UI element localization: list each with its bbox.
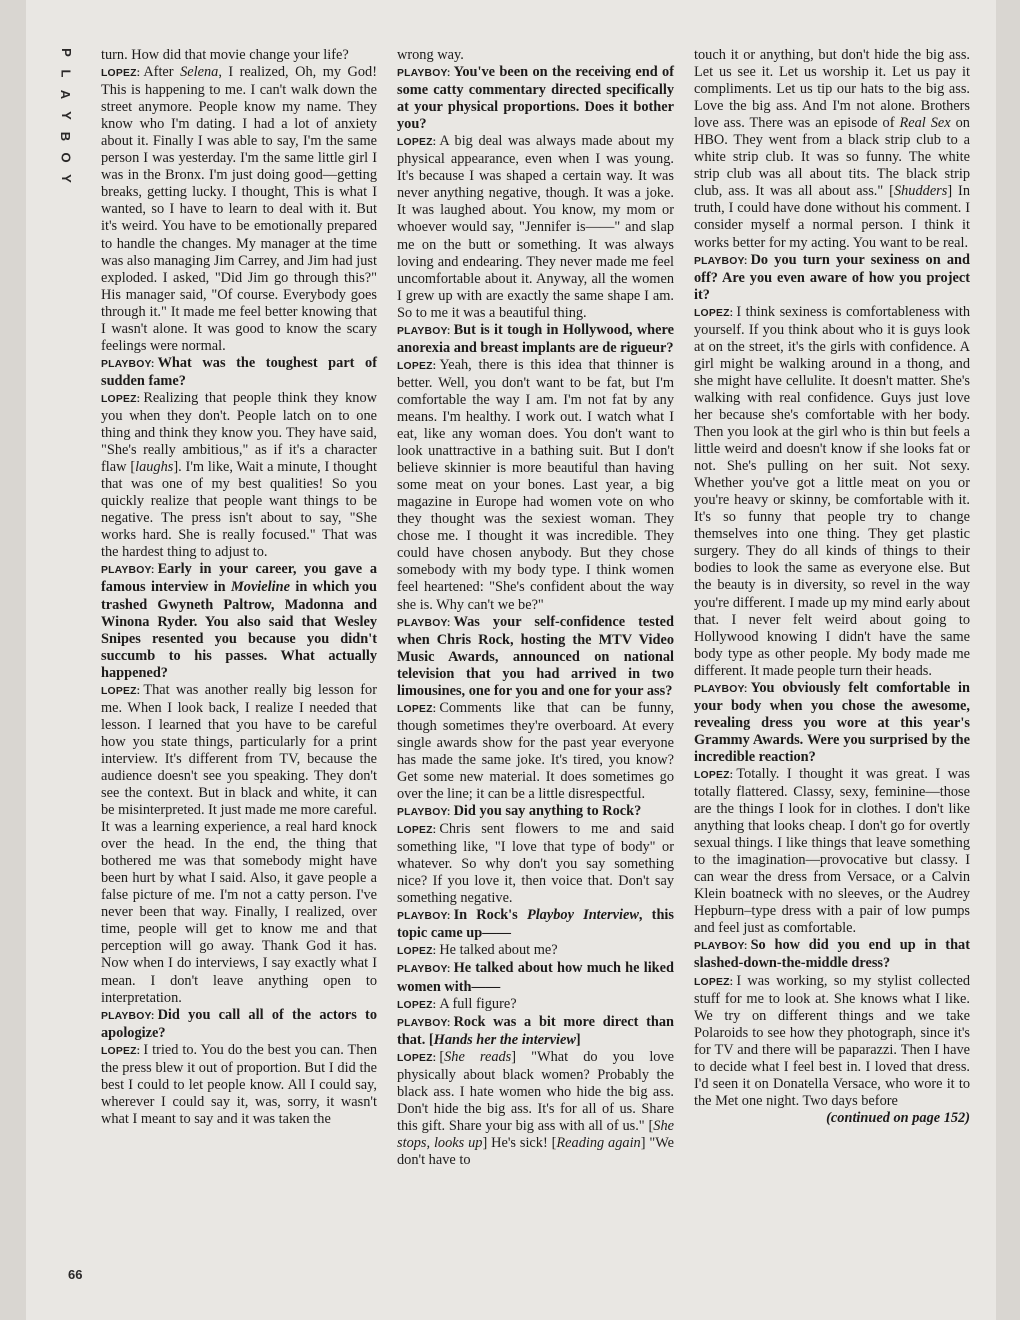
paragraph-text: He talked about me? <box>439 942 558 959</box>
interview-question <box>397 1014 674 1049</box>
interview-paragraph <box>694 973 970 1110</box>
speaker-label: LOPEZ: <box>397 360 437 372</box>
interview-question <box>694 680 970 766</box>
speaker-label: PLAYBOY: <box>397 1017 451 1029</box>
paragraph-text: wrong way. <box>397 47 464 63</box>
paragraph-text: A big deal was always made about my physical appearance, even when I was young. It's because I was shaped a certain way. It was never anything negative, though. It was a joke. It was laughed about. You know, my mom or whoever would say, "Jennifer is——" and slap me on the butt or something. It was always loving and endearing. They never made me feel uncomfortable about it. Anyway, all the women I grew up with are exactly the same shape I am. So to me it was a beautiful thing. <box>397 133 674 321</box>
paragraph-text: Early in your career, you gave a famous interview in Movieline in which you trashed Gwyneth Paltrow, Madonna and Winona Ryder. You also said that Wesley Snipes resented you because you didn't succumb to his passes. What actually happened? <box>101 561 377 681</box>
interview-paragraph <box>397 996 674 1014</box>
interview-question <box>101 1007 377 1042</box>
magazine-name-letter: L <box>58 69 74 78</box>
speaker-label: PLAYBOY: <box>694 683 748 695</box>
magazine-name-letter: P <box>58 48 74 57</box>
paragraph-text: So how did you end up in that slashed-down-the-middle dress? <box>694 937 970 972</box>
text-column-1 <box>101 47 377 1128</box>
speaker-label: LOPEZ: <box>397 1052 437 1064</box>
interview-paragraph <box>397 357 674 614</box>
paragraph-text: He talked about how much he liked women with—— <box>397 960 674 995</box>
interview-question <box>397 322 674 357</box>
paragraph-text: A full figure? <box>439 995 517 1012</box>
magazine-name-letter: Y <box>58 174 74 183</box>
interview-paragraph <box>397 133 674 322</box>
paragraph-text: I tried to. You do the best you can. Then the press blew it out of proportion. But I did the best I could to let people know. All I could say, wherever I could say it, was, sorry, it wasn't what I meant to say and it was taken the <box>101 1041 377 1127</box>
interview-paragraph <box>101 682 377 1007</box>
magazine-name-letter: Y <box>58 111 74 120</box>
speaker-label: PLAYBOY: <box>694 255 748 267</box>
text-column-3 <box>694 47 970 1127</box>
interview-question <box>101 355 377 390</box>
speaker-label: PLAYBOY: <box>101 1010 155 1022</box>
paragraph-text: turn. How did that movie change your life? <box>101 47 349 63</box>
speaker-label: PLAYBOY: <box>397 911 451 923</box>
paragraph-text: Do you turn your sexiness on and off? Are you even aware of how you project it? <box>694 251 970 303</box>
paragraph-text: Did you call all of the actors to apologize? <box>101 1006 377 1041</box>
speaker-label: PLAYBOY: <box>397 68 451 80</box>
speaker-label: LOPEZ: <box>397 946 437 958</box>
interview-paragraph <box>101 47 377 64</box>
paragraph-text: Was your self-confidence tested when Chris Rock, hosting the MTV Video Music Awards, announced on national television that you had arrived in two limousines, one for you and one for your ass? <box>397 613 674 699</box>
speaker-label: LOPEZ: <box>101 1045 141 1057</box>
paragraph-text: Realizing that people think they know you when they don't. People latch on to one thing and think they know you. They have said, "She's really ambitious," as if it's a character flaw [laughs]. I'm like, Wait a minute, I thought that was one of my best qualities! So you quickly realize that people want things to be negative. The press isn't about to say, "She works hard. She is really focused." That was the hardest thing to adjust to. <box>101 389 377 561</box>
speaker-label: PLAYBOY: <box>397 964 451 976</box>
paragraph-text: Did you say anything to Rock? <box>453 803 642 820</box>
interview-paragraph <box>397 821 674 907</box>
speaker-label: LOPEZ: <box>397 825 437 837</box>
paragraph-text: That was another really big lesson for me. When I look back, I realize I needed that lesson. I learned that you have to be careful how you state things, particularly for a print interview. It's different from TV, because the audience doesn't see you speaking. They don't see the context. But in black and white, it can be misinterpreted. It just made me more careful. It was a learning experience, a real hard knock over the head. In the end, the thing that bothered me was that somebody might have been hurt by what I said. Also, it gave people a false picture of me. I'm not a catty person. I've never been that way. Finally, I realized, over time, people will get to know me and that perception will go away. Thank God it has. Now when I do interviews, I say exactly what I mean. I don't leave anything open to interpretation. <box>101 681 378 1006</box>
interview-question <box>101 561 377 681</box>
speaker-label: PLAYBOY: <box>694 941 748 953</box>
interview-paragraph <box>101 64 377 355</box>
paragraph-text: Totally. I thought it was great. I was totally flattered. Classy, sexy, feminine—those are the things I look for in clothes. I don't like anything that looks cheap. I don't go for overtly sexual things. I like things that leave something to the imagination—provocative but classy. I can wear the dress from Versace, or a Calvin Klein boatneck with no sleeves, or the Audrey Hepburn–type dress with a pair of low pumps and feel just as comfortable. <box>694 765 970 937</box>
interview-question <box>694 937 970 972</box>
magazine-name-letter: A <box>58 89 74 100</box>
speaker-label: PLAYBOY: <box>101 565 155 577</box>
paragraph-text: You obviously felt comfortable in your body when you chose the awesome, revealing dress you wore at this year's Grammy Awards. Were you surprised by the incredible reaction? <box>694 679 970 765</box>
paragraph-text: Chris sent flowers to me and said something like, "I love that type of body" or whatever. So why don't you say something nice? If you love it, then voice that. Don't say something negative. <box>397 821 674 907</box>
paragraph-text: What was the toughest part of sudden fame? <box>101 354 377 389</box>
interview-paragraph <box>101 1042 377 1128</box>
interview-question <box>397 64 674 133</box>
paragraph-text: [She reads] "What do you love physically about black women? Probably the black ass. I hate women who hide the big ass. Don't hide the big ass. It's for all of us. Share this gift. Share your big ass with all of us." [She stops, looks up] He's sick! [Reading again] "We don't have to <box>397 1048 675 1168</box>
speaker-label: LOPEZ: <box>694 307 734 319</box>
interview-paragraph <box>694 47 970 252</box>
speaker-label: LOPEZ: <box>397 703 437 715</box>
text-column-2 <box>397 47 674 1169</box>
interview-paragraph <box>694 766 970 937</box>
magazine-name-vertical <box>56 42 76 189</box>
interview-paragraph <box>694 304 970 680</box>
interview-paragraph <box>397 700 674 803</box>
speaker-label: LOPEZ: <box>397 999 437 1011</box>
magazine-page <box>26 0 996 1320</box>
speaker-label: LOPEZ: <box>694 769 734 781</box>
interview-paragraph <box>397 47 674 64</box>
paragraph-text: You've been on the receiving end of some catty commentary directed specifically at your physical proportions. Does it bother you? <box>397 64 674 133</box>
paragraph-text: Comments like that can be funny, though sometimes they're overboard. At every single awards show for the past year everyone has made the same joke. It's tired, you know? Get some new material. It does sometimes go over the line; it can be a little disrespectful. <box>397 699 674 803</box>
speaker-label: PLAYBOY: <box>397 325 451 337</box>
speaker-label: LOPEZ: <box>101 68 141 80</box>
speaker-label: LOPEZ: <box>101 393 141 405</box>
paragraph-text: After Selena, I realized, Oh, my God! This is happening to me. I can't walk down the street anymore. People know my name. They know who I'm dating. I had a lot of anxiety about it. Finally I was able to say, I'm the same person I was yesterday. I'm the same little girl I was in the Bronx. I'm just doing good—getting breaks, getting lucky. I thought, This is what I wanted, so I have to learn to deal with it. But it's weird. You have to be emotionally prepared to handle the changes. My manager at the time was also managing Jim Carrey, and Jim had just exploded. I asked, "Did Jim go through this?" His manager said, "Of course. Everybody goes through it." It made me feel better knowing that I wasn't alone. It was good to know the scary feelings were normal. <box>101 64 378 354</box>
speaker-label: PLAYBOY: <box>101 358 155 370</box>
paragraph-text: Rock was a bit more direct than that. [Hands her the interview] <box>397 1013 674 1048</box>
speaker-label: PLAYBOY: <box>397 807 451 819</box>
paragraph-text: But is it tough in Hollywood, where anorexia and breast implants are de rigueur? <box>397 321 674 356</box>
magazine-name-letter: B <box>58 131 74 142</box>
paragraph-text: I was working, so my stylist collected stuff for me to look at. She knows what I like. We try on different things and we take Polaroids to see how they photograph, since it's for TV and there will be paparazzi. Then I have to decide what I feel best in. I loved that dress. I'd seen it on Donatella Versace, who wore it to the Met one night. Two days before <box>694 972 970 1109</box>
continued-note: (continued on page 152) <box>826 1109 970 1126</box>
interview-paragraph <box>397 942 674 960</box>
paragraph-text: Yeah, there is this idea that thinner is better. Well, you don't want to be fat, but I'm comfortable the way I am. I'm not fat by any means. I'm healthy. I work out. I watch what I eat, like any woman does. You don't want to look unattractive in a bathing suit. But I don't believe skinnier is more beautiful than having some meat on your bones. Last year, a big magazine in Europe had women vote on who they thought was the sexiest woman. They chose me. I thought it was incredible. They could have chosen anybody. But they chose somebody with my body type. I think women feel heartened: "She's confident about the way she is. Why can't we be?" <box>397 356 674 613</box>
interview-paragraph <box>397 1049 674 1169</box>
interview-question <box>397 614 674 700</box>
paragraph-text: In Rock's Playboy Interview, this topic came up—— <box>397 907 674 942</box>
paragraph-text: I think sexiness is comfortableness with yourself. If you think about who it is guys look at on the street, it's the girls with confidence. A girl might be walking around in a thong, and she might have cellulite. It doesn't matter. She's walking with real confidence. Guys just love her because she's comfortable with her body. Then you look at the girl who is thin but feels a little weird and doesn't know if she looks fat or not. She's pulling on her suit. Not sexy. Whether you've got a little meat on you or you're heavy or skinny, be comfortable with it. It's so funny that people try to change themselves into one thing. They get plastic surgery. They do all kinds of things to their bodies to look the same as everyone else. But the beauty is in diversity, so revel in the way you're different. I made up my mind early about that. I never felt weird about going to Hollywood knowing I didn't have the same body type as other people. My body made me different. It made people turn their heads. <box>694 303 970 679</box>
interview-question <box>694 252 970 304</box>
paragraph-text: touch it or anything, but don't hide the big ass. Let us see it. Let us worship it. Let us pay it compliments. Let us tip our hats to the big ass. Love the big ass. And I'm not alone. Brothers love ass. There was an episode of Real Sex on HBO. They went from a black strip club to a white strip club. It was so funny. The white strip club was all about tits. The black strip club, ass. It was all about ass." [Shudders] In truth, I could have done without his comment. I consider myself a normal person. I think it works better for my acting. You want to be real. <box>694 47 971 251</box>
page-number: 66 <box>68 1267 83 1282</box>
speaker-label: LOPEZ: <box>397 137 437 149</box>
speaker-label: PLAYBOY: <box>397 617 451 629</box>
speaker-label: LOPEZ: <box>694 976 734 988</box>
interview-question <box>397 803 674 821</box>
speaker-label: LOPEZ: <box>101 685 141 697</box>
interview-paragraph <box>101 390 377 561</box>
interview-question <box>397 960 674 995</box>
interview-question <box>397 907 674 942</box>
magazine-name-letter: O <box>58 152 74 163</box>
